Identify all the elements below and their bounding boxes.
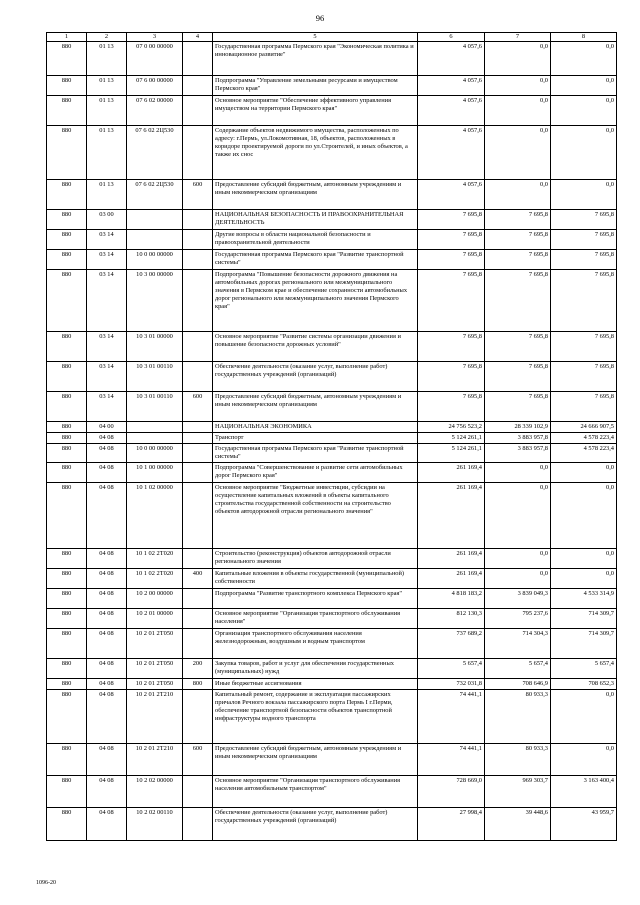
col-amount-2: 7 695,8 <box>485 210 551 230</box>
col-name: Обеспечение деятельности (оказание услуг, выполнение работ) государственных учреждений (организаций) <box>213 362 418 392</box>
col-amount-1: 737 689,2 <box>418 629 485 659</box>
col-grbs: 880 <box>47 433 87 444</box>
col-amount-3: 0,0 <box>551 483 617 549</box>
table-row <box>47 629 617 659</box>
col-amount-1: 7 695,8 <box>418 362 485 392</box>
col-amount-2: 7 695,8 <box>485 392 551 422</box>
col-grbs: 880 <box>47 463 87 483</box>
table-row <box>47 332 617 362</box>
col-amount-1: 4 057,6 <box>418 180 485 210</box>
col-amount-3: 4 578 223,4 <box>551 444 617 463</box>
col-grbs: 880 <box>47 776 87 808</box>
col-target-article <box>127 230 183 250</box>
col-name: НАЦИОНАЛЬНАЯ ЭКОНОМИКА <box>213 422 418 433</box>
table-row <box>47 42 617 76</box>
table-row <box>47 230 617 250</box>
col-grbs: 880 <box>47 679 87 690</box>
col-amount-3: 4 578 223,4 <box>551 433 617 444</box>
col-name: Транспорт <box>213 433 418 444</box>
col-name: Подпрограмма "Повышение безопасности дорожного движения на автомобильных дорогах регионального или межмуниципального значения в Пермском крае и обеспечение сохранности автомобильных дорог регионального или межмуниципального значения Пермского края" <box>213 270 418 332</box>
col-grbs: 880 <box>47 270 87 332</box>
col-amount-2: 5 657,4 <box>485 659 551 679</box>
col-name: Предоставление субсидий бюджетным, автономным учреждениям и иным некоммерческим организациям <box>213 744 418 776</box>
col-amount-3: 0,0 <box>551 690 617 744</box>
col-grbs: 880 <box>47 250 87 270</box>
header-cell-3: 3 <box>127 33 183 42</box>
col-name: Организация транспортного обслуживания населения железнодорожным, воздушным и водным транспортом <box>213 629 418 659</box>
col-expense-type: 800 <box>183 679 213 690</box>
col-section: 03 14 <box>87 270 127 332</box>
col-expense-type <box>183 589 213 609</box>
col-amount-1: 4 057,6 <box>418 76 485 96</box>
col-target-article: 10 1 02 2Т020 <box>127 549 183 569</box>
col-amount-2: 7 695,8 <box>485 270 551 332</box>
col-expense-type <box>183 444 213 463</box>
col-expense-type <box>183 609 213 629</box>
col-section: 04 08 <box>87 444 127 463</box>
col-section: 04 08 <box>87 690 127 744</box>
col-name: Иные бюджетные ассигнования <box>213 679 418 690</box>
col-amount-1: 24 756 523,2 <box>418 422 485 433</box>
col-grbs: 880 <box>47 690 87 744</box>
col-amount-1: 74 441,1 <box>418 744 485 776</box>
col-expense-type <box>183 96 213 126</box>
col-expense-type <box>183 76 213 96</box>
col-amount-1: 261 169,4 <box>418 463 485 483</box>
col-name: Закупка товаров, работ и услуг для обеспечения государственных (муниципальных) нужд <box>213 659 418 679</box>
col-amount-3: 0,0 <box>551 76 617 96</box>
col-amount-3: 714 309,7 <box>551 609 617 629</box>
table-row <box>47 589 617 609</box>
col-grbs: 880 <box>47 96 87 126</box>
col-target-article: 10 3 01 00000 <box>127 332 183 362</box>
budget-table <box>46 32 617 841</box>
col-section: 04 08 <box>87 589 127 609</box>
col-amount-2: 0,0 <box>485 463 551 483</box>
col-name: Обеспечение деятельности (оказание услуг, выполнение работ) государственных учреждений (организаций) <box>213 808 418 841</box>
col-grbs: 880 <box>47 126 87 180</box>
col-expense-type: 600 <box>183 392 213 422</box>
col-section: 01 13 <box>87 126 127 180</box>
col-target-article: 10 1 00 00000 <box>127 463 183 483</box>
col-grbs: 880 <box>47 549 87 569</box>
col-grbs: 880 <box>47 422 87 433</box>
col-section: 03 14 <box>87 230 127 250</box>
col-target-article: 10 3 01 00110 <box>127 362 183 392</box>
col-amount-3: 5 657,4 <box>551 659 617 679</box>
col-grbs: 880 <box>47 42 87 76</box>
col-target-article <box>127 433 183 444</box>
col-expense-type <box>183 362 213 392</box>
col-amount-1: 4 818 183,2 <box>418 589 485 609</box>
col-target-article: 10 2 01 2Т050 <box>127 679 183 690</box>
col-amount-3: 0,0 <box>551 549 617 569</box>
col-expense-type <box>183 126 213 180</box>
col-section: 04 08 <box>87 549 127 569</box>
header-cell-7: 7 <box>485 33 551 42</box>
table-row <box>47 126 617 180</box>
col-section: 04 08 <box>87 808 127 841</box>
table-row <box>47 659 617 679</box>
table-row <box>47 744 617 776</box>
table-row <box>47 250 617 270</box>
col-name: Подпрограмма "Развитие транспортного комплекса Пермского края" <box>213 589 418 609</box>
table-body <box>47 42 617 841</box>
table-row <box>47 483 617 549</box>
col-grbs: 880 <box>47 808 87 841</box>
col-amount-1: 728 669,0 <box>418 776 485 808</box>
col-target-article: 10 2 01 2Т210 <box>127 690 183 744</box>
col-section: 04 08 <box>87 609 127 629</box>
col-name: Подпрограмма "Управление земельными ресурсами и имуществом Пермского края" <box>213 76 418 96</box>
col-name: Предоставление субсидий бюджетным, автономным учреждениям и иным некоммерческим организациям <box>213 180 418 210</box>
col-section: 04 08 <box>87 744 127 776</box>
col-amount-3: 7 695,8 <box>551 392 617 422</box>
col-name: НАЦИОНАЛЬНАЯ БЕЗОПАСНОСТЬ И ПРАВООХРАНИТЕЛЬНАЯ ДЕЯТЕЛЬНОСТЬ <box>213 210 418 230</box>
col-amount-1: 27 998,4 <box>418 808 485 841</box>
col-expense-type <box>183 42 213 76</box>
col-target-article: 10 2 01 2Т210 <box>127 744 183 776</box>
col-name: Капитальный ремонт, содержание и эксплуатация пассажирских причалов Речного вокзала пассажирского порта Пермь I г.Перми, обеспечение транспортной безопасности объектов транспортной инфраструктуры водного транспорта <box>213 690 418 744</box>
col-section: 03 00 <box>87 210 127 230</box>
col-amount-1: 261 169,4 <box>418 483 485 549</box>
col-grbs: 880 <box>47 230 87 250</box>
col-section: 04 08 <box>87 679 127 690</box>
col-target-article: 10 2 01 00000 <box>127 609 183 629</box>
header-cell-8: 8 <box>551 33 617 42</box>
col-expense-type <box>183 549 213 569</box>
col-target-article: 10 1 02 2Т020 <box>127 569 183 589</box>
col-name: Основное мероприятие "Бюджетные инвестиции, субсидии на осуществление капитальных вложений в объекты капитального строительства государственной собственности на строительство объектов автодорожной отрасли регионального значения" <box>213 483 418 549</box>
col-grbs: 880 <box>47 659 87 679</box>
col-name: Другие вопросы в области национальной безопасности и правоохранительной деятельности <box>213 230 418 250</box>
table-row <box>47 210 617 230</box>
col-amount-3: 7 695,8 <box>551 332 617 362</box>
col-target-article: 10 3 01 00110 <box>127 392 183 422</box>
table-row <box>47 776 617 808</box>
col-section: 01 13 <box>87 42 127 76</box>
col-amount-2: 708 646,9 <box>485 679 551 690</box>
col-amount-1: 7 695,8 <box>418 270 485 332</box>
col-amount-2: 7 695,8 <box>485 332 551 362</box>
col-grbs: 880 <box>47 180 87 210</box>
col-amount-1: 261 169,4 <box>418 549 485 569</box>
col-target-article: 10 1 02 00000 <box>127 483 183 549</box>
col-expense-type: 600 <box>183 744 213 776</box>
col-grbs: 880 <box>47 210 87 230</box>
col-expense-type <box>183 230 213 250</box>
col-grbs: 880 <box>47 744 87 776</box>
col-expense-type <box>183 483 213 549</box>
col-grbs: 880 <box>47 569 87 589</box>
col-name: Основное мероприятие "Развитие системы организации движения и повышение безопасности дорожных условий" <box>213 332 418 362</box>
table-row <box>47 362 617 392</box>
table-row <box>47 392 617 422</box>
col-section: 04 08 <box>87 569 127 589</box>
col-grbs: 880 <box>47 76 87 96</box>
col-expense-type <box>183 690 213 744</box>
col-target-article: 07 6 02 2Ц530 <box>127 126 183 180</box>
col-amount-1: 7 695,8 <box>418 332 485 362</box>
col-section: 04 08 <box>87 776 127 808</box>
col-name: Основное мероприятие "Организация транспортного обслуживания населения" <box>213 609 418 629</box>
col-target-article <box>127 210 183 230</box>
table-row <box>47 609 617 629</box>
col-amount-2: 80 933,3 <box>485 690 551 744</box>
col-amount-3: 7 695,8 <box>551 230 617 250</box>
table-row <box>47 690 617 744</box>
col-amount-1: 4 057,6 <box>418 42 485 76</box>
col-amount-2: 3 883 957,8 <box>485 433 551 444</box>
col-section: 04 08 <box>87 629 127 659</box>
col-amount-2: 3 883 957,8 <box>485 444 551 463</box>
header-cell-6: 6 <box>418 33 485 42</box>
table-row <box>47 549 617 569</box>
col-section: 01 13 <box>87 76 127 96</box>
table-row <box>47 569 617 589</box>
col-section: 04 08 <box>87 483 127 549</box>
col-grbs: 880 <box>47 392 87 422</box>
col-section: 04 08 <box>87 463 127 483</box>
col-name: Предоставление субсидий бюджетным, автономным учреждениям и иным некоммерческим организациям <box>213 392 418 422</box>
col-target-article: 10 0 00 00000 <box>127 444 183 463</box>
table-row <box>47 433 617 444</box>
col-amount-2: 0,0 <box>485 42 551 76</box>
col-amount-2: 0,0 <box>485 180 551 210</box>
col-amount-2: 7 695,8 <box>485 250 551 270</box>
col-section: 01 13 <box>87 180 127 210</box>
col-section: 04 08 <box>87 433 127 444</box>
col-amount-2: 0,0 <box>485 549 551 569</box>
col-amount-1: 4 057,6 <box>418 96 485 126</box>
table-header <box>47 33 617 42</box>
col-amount-1: 5 657,4 <box>418 659 485 679</box>
col-grbs: 880 <box>47 629 87 659</box>
col-amount-2: 3 839 049,3 <box>485 589 551 609</box>
col-amount-2: 0,0 <box>485 569 551 589</box>
col-target-article: 10 2 01 2Т050 <box>127 659 183 679</box>
table-row <box>47 96 617 126</box>
col-amount-3: 0,0 <box>551 744 617 776</box>
col-target-article: 07 6 02 00000 <box>127 96 183 126</box>
col-amount-3: 7 695,8 <box>551 362 617 392</box>
col-amount-3: 0,0 <box>551 42 617 76</box>
col-amount-2: 714 304,3 <box>485 629 551 659</box>
col-name: Содержание объектов недвижимого имущества, расположенных по адресу: г.Пермь, ул.Локомотивная, 18, объектов, расположенных в коридоре проектируемой дороги по ул.Строителей, и иных объектов, а также их снос <box>213 126 418 180</box>
col-target-article: 07 6 02 2Ц530 <box>127 180 183 210</box>
col-expense-type <box>183 433 213 444</box>
col-amount-1: 74 441,1 <box>418 690 485 744</box>
col-amount-1: 5 124 261,1 <box>418 433 485 444</box>
table-row <box>47 463 617 483</box>
col-amount-3: 0,0 <box>551 126 617 180</box>
col-section: 04 00 <box>87 422 127 433</box>
col-target-article: 10 0 00 00000 <box>127 250 183 270</box>
col-target-article: 10 3 00 00000 <box>127 270 183 332</box>
col-amount-3: 0,0 <box>551 569 617 589</box>
col-expense-type <box>183 629 213 659</box>
col-section: 01 13 <box>87 96 127 126</box>
table-row <box>47 679 617 690</box>
col-amount-2: 7 695,8 <box>485 230 551 250</box>
header-cell-1: 1 <box>47 33 87 42</box>
col-amount-2: 969 303,7 <box>485 776 551 808</box>
col-amount-3: 7 695,8 <box>551 210 617 230</box>
col-amount-1: 7 695,8 <box>418 392 485 422</box>
col-amount-1: 261 169,4 <box>418 569 485 589</box>
col-expense-type <box>183 808 213 841</box>
col-amount-2: 0,0 <box>485 126 551 180</box>
col-amount-3: 0,0 <box>551 96 617 126</box>
col-section: 03 14 <box>87 362 127 392</box>
col-amount-2: 7 695,8 <box>485 362 551 392</box>
table-row <box>47 444 617 463</box>
col-amount-3: 0,0 <box>551 180 617 210</box>
table-row <box>47 180 617 210</box>
col-expense-type <box>183 463 213 483</box>
col-name: Строительство (реконструкция) объектов автодорожной отрасли регионального значения <box>213 549 418 569</box>
col-target-article: 10 2 01 2Т050 <box>127 629 183 659</box>
col-grbs: 880 <box>47 444 87 463</box>
col-target-article <box>127 422 183 433</box>
col-name: Подпрограмма "Совершенствование и развитие сети автомобильных дорог Пермского края" <box>213 463 418 483</box>
col-amount-2: 0,0 <box>485 483 551 549</box>
col-target-article: 10 2 02 00110 <box>127 808 183 841</box>
col-name: Основное мероприятие "Обеспечение эффективного управления имуществом на территории Пермского края" <box>213 96 418 126</box>
col-target-article: 10 2 02 00000 <box>127 776 183 808</box>
table-row <box>47 270 617 332</box>
col-expense-type <box>183 776 213 808</box>
col-grbs: 880 <box>47 483 87 549</box>
col-amount-2: 80 933,3 <box>485 744 551 776</box>
col-amount-1: 7 695,8 <box>418 230 485 250</box>
col-expense-type <box>183 422 213 433</box>
col-amount-3: 708 652,3 <box>551 679 617 690</box>
col-grbs: 880 <box>47 609 87 629</box>
col-section: 03 14 <box>87 332 127 362</box>
col-name: Основное мероприятие "Организация транспортного обслуживания населения автомобильным транспортом" <box>213 776 418 808</box>
col-grbs: 880 <box>47 362 87 392</box>
col-amount-2: 39 448,6 <box>485 808 551 841</box>
col-amount-1: 7 695,8 <box>418 250 485 270</box>
col-section: 04 08 <box>87 659 127 679</box>
col-amount-3: 0,0 <box>551 463 617 483</box>
col-name: Государственная программа Пермского края "Экономическая политика и инновационное развитие" <box>213 42 418 76</box>
col-expense-type <box>183 332 213 362</box>
col-name: Государственная программа Пермского края "Развитие транспортной системы" <box>213 444 418 463</box>
col-expense-type: 600 <box>183 180 213 210</box>
col-expense-type <box>183 210 213 230</box>
page-number: 96 <box>315 13 325 23</box>
col-amount-1: 812 130,3 <box>418 609 485 629</box>
col-expense-type <box>183 270 213 332</box>
col-amount-2: 795 237,6 <box>485 609 551 629</box>
col-amount-3: 43 959,7 <box>551 808 617 841</box>
col-expense-type <box>183 250 213 270</box>
table-row <box>47 808 617 841</box>
col-amount-3: 7 695,8 <box>551 250 617 270</box>
col-target-article: 07 6 00 00000 <box>127 76 183 96</box>
col-target-article: 10 2 00 00000 <box>127 589 183 609</box>
col-grbs: 880 <box>47 589 87 609</box>
col-name: Капитальные вложения в объекты государственной (муниципальной) собственности <box>213 569 418 589</box>
col-name: Государственная программа Пермского края "Развитие транспортной системы" <box>213 250 418 270</box>
table-row <box>47 76 617 96</box>
col-amount-3: 7 695,8 <box>551 270 617 332</box>
col-amount-1: 732 031,8 <box>418 679 485 690</box>
col-expense-type: 400 <box>183 569 213 589</box>
col-amount-2: 0,0 <box>485 96 551 126</box>
col-expense-type: 200 <box>183 659 213 679</box>
col-section: 03 14 <box>87 392 127 422</box>
col-amount-2: 0,0 <box>485 76 551 96</box>
col-grbs: 880 <box>47 332 87 362</box>
col-amount-1: 5 124 261,1 <box>418 444 485 463</box>
header-cell-4: 4 <box>183 33 213 42</box>
col-amount-3: 24 666 907,5 <box>551 422 617 433</box>
col-target-article: 07 0 00 00000 <box>127 42 183 76</box>
footer-code: 1096-20 <box>36 880 56 886</box>
header-row <box>47 33 617 42</box>
col-amount-1: 4 057,6 <box>418 126 485 180</box>
table-row <box>47 422 617 433</box>
header-cell-5: 5 <box>213 33 418 42</box>
col-section: 03 14 <box>87 250 127 270</box>
col-amount-3: 714 309,7 <box>551 629 617 659</box>
col-amount-3: 4 533 314,9 <box>551 589 617 609</box>
col-amount-2: 28 339 102,9 <box>485 422 551 433</box>
col-amount-1: 7 695,8 <box>418 210 485 230</box>
header-cell-2: 2 <box>87 33 127 42</box>
col-amount-3: 3 163 400,4 <box>551 776 617 808</box>
